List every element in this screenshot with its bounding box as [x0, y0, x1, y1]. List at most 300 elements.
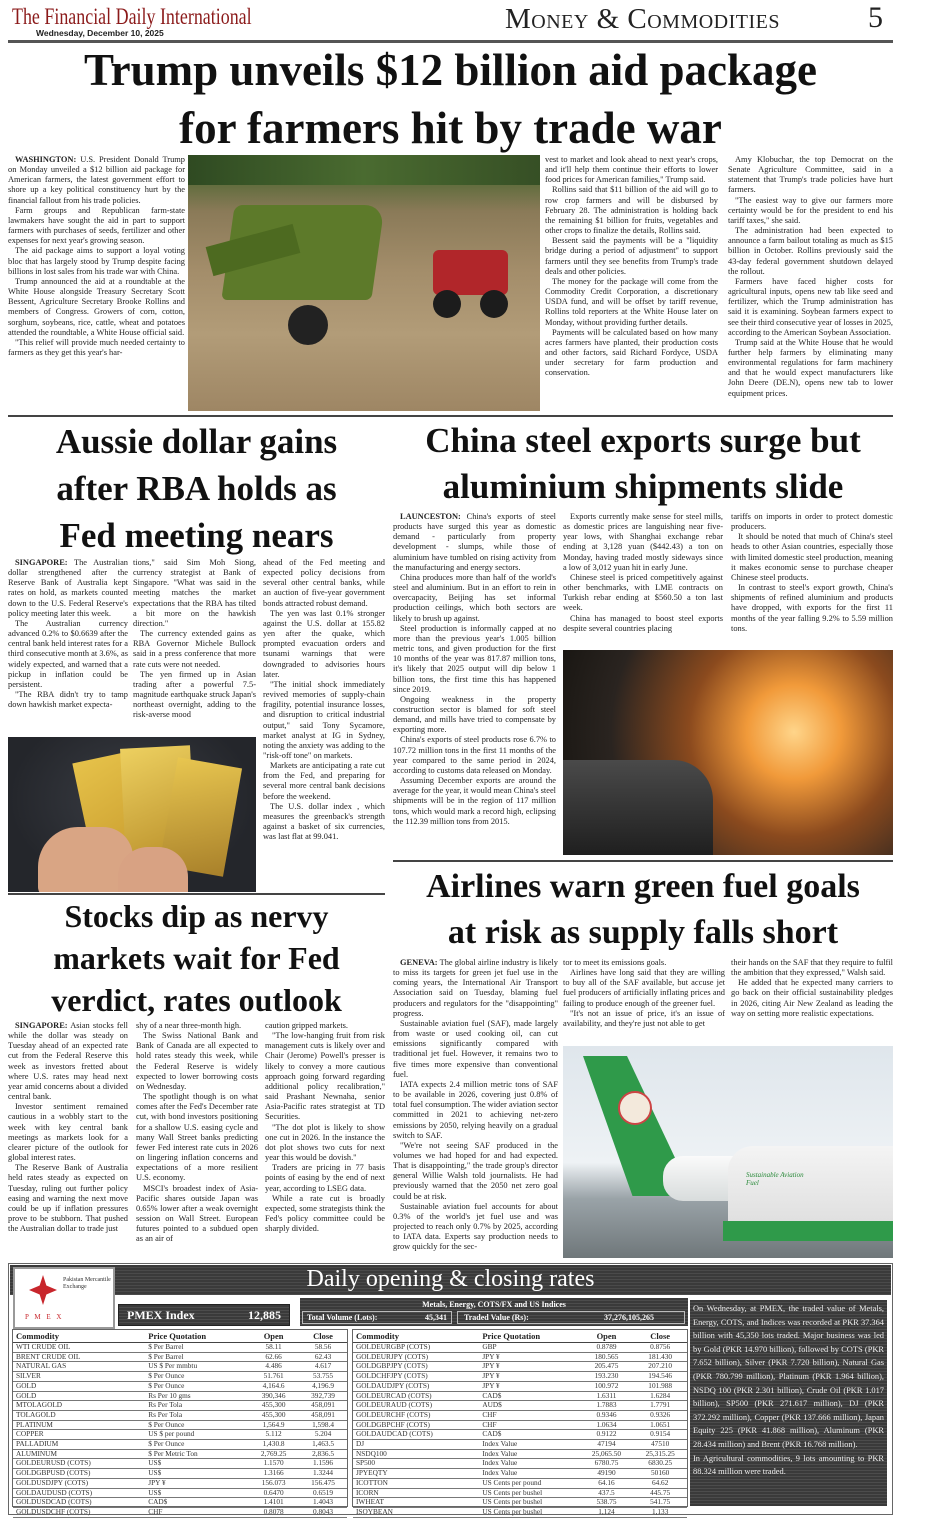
paragraph: Amy Klobuchar, the top Democrat on the Senate Agriculture Committee, said in a statement that Trump's trade policies have hurt farmers. — [728, 155, 893, 195]
close-cell: 62.43 — [299, 1352, 347, 1362]
close-cell: 47510 — [633, 1440, 687, 1450]
steel-grinding-sparks-photo — [563, 650, 893, 855]
rates-table-left — [12, 1329, 348, 1516]
paragraph: tor to meet its emissions goals. — [563, 958, 667, 967]
logo-abbr: P M E X — [25, 1313, 64, 1321]
article-column — [393, 512, 556, 857]
open-cell: 6780.75 — [580, 1459, 634, 1469]
table-row — [13, 1381, 347, 1391]
close-cell: 207.210 — [633, 1362, 687, 1372]
quotation-cell: CHF — [479, 1420, 579, 1430]
commodity-cell: GOLDEURGBP (COTS) — [353, 1343, 479, 1353]
table-row — [13, 1440, 347, 1450]
paragraph: Bessent said the payments will be a "liquidity bridge during a period of adjustment" to support farmers until they see benefits from Trump's trade deals and other policies. — [545, 236, 718, 276]
quotation-cell: Index Value — [479, 1440, 579, 1450]
close-cell: 1,463.5 — [299, 1440, 347, 1450]
open-cell: 437.5 — [580, 1488, 634, 1498]
grinder-machine — [563, 760, 713, 855]
commodity-cell: ICOTTON — [353, 1478, 479, 1488]
paragraph: The yen was last 0.1% stronger against the U.S. dollar at 155.82 yen after the quake, which prompted evacuation orders and tsunami warnings that were downgraded to advisories hours later. — [263, 608, 385, 679]
metals-summary-box — [300, 1298, 688, 1326]
table-row — [353, 1498, 687, 1508]
open-cell: 205.475 — [580, 1362, 634, 1372]
open-cell: 193.230 — [580, 1372, 634, 1382]
commodity-cell: NSDQ100 — [353, 1449, 479, 1459]
commodity-cell: PALLADIUM — [13, 1440, 145, 1450]
headline-line: for farmers hit by trade war — [179, 102, 722, 153]
table-row — [353, 1449, 687, 1459]
paragraph: The yen firmed up in Asian trading after a powerful 7.5-magnitude earthquake struck Japan's northeast overnight, adding to the risk-averse mood — [133, 669, 256, 720]
close-cell: 0.8756 — [633, 1343, 687, 1353]
paragraph: China's exports of steel products rose 6.7% to 107.72 million tons in the first 11 months of the year compared to the same period in 2024, according to customs data released on Monday. — [393, 735, 556, 775]
traded-label: Traded Value (Rs): — [464, 1313, 529, 1322]
open-cell: 100.972 — [580, 1381, 634, 1391]
quotation-cell: Rs Per Tola — [145, 1401, 248, 1411]
paragraph: Assuming December exports are around the average for the year, it would mean China's steel shipments will be in the region of 117 million tons, which would mark a record high, eclipsing the 112.39 million tons from 2015. — [393, 776, 556, 826]
paragraph: "It's not an issue of price, it's an issue of availability, and they're just not able to get — [563, 1008, 725, 1028]
table-row — [13, 1507, 347, 1517]
quotation-cell: $ Per Ounce — [145, 1372, 248, 1382]
open-cell: 455,300 — [248, 1410, 299, 1420]
close-cell: 1,598.4 — [299, 1420, 347, 1430]
quotation-cell: CAD$ — [479, 1391, 579, 1401]
open-cell: 180.565 — [580, 1352, 634, 1362]
quotation-cell: US$ — [145, 1469, 248, 1479]
close-cell: 53.755 — [299, 1372, 347, 1382]
close-cell: 0.9154 — [633, 1430, 687, 1440]
paragraph: Trump said at the White House that he would further help farmers by eliminating many environmental regulations for farm machinery and that he would expect manufacturers like John Deere (DE.N), opens new tab to lower equipment prices. — [728, 337, 893, 398]
col-header: Commodity — [13, 1330, 145, 1343]
paragraph: "We're not seeing SAF produced in the volumes we had hoped for and had expected. That is disappointing," the trade group's director general Willie Walsh told journalists. He had previously warned that the 2050 net zero goal could be at risk. — [393, 1140, 558, 1201]
commodity-cell: GOLDCHFJPY (COTS) — [353, 1372, 479, 1382]
headline-aussie — [8, 418, 385, 559]
paragraph: Ongoing weakness in the property construction sector is blamed for soft steel demand, and mills have tried to compensate by exporting more. — [393, 694, 556, 735]
headline-line: Aussie dollar gains — [55, 422, 338, 461]
quotation-cell: Rs Per Tola — [145, 1410, 248, 1420]
article-column — [563, 512, 723, 650]
paragraph: The money for the package will come from the Commodity Credit Corporation, a discretionary USDA fund, and will be offset by tariff revenue, Rollins told reporters at the White House later on Monday, without providing further details. — [545, 276, 718, 327]
quotation-cell: $ Per Metric Ton — [145, 1449, 248, 1459]
commodity-table — [13, 1330, 347, 1518]
close-cell: 5.204 — [299, 1430, 347, 1440]
commodity-cell: GOLD — [13, 1381, 145, 1391]
col-header: Close — [299, 1330, 347, 1343]
quotation-cell: CAD$ — [479, 1430, 579, 1440]
table-row — [353, 1381, 687, 1391]
quotation-cell: Index Value — [479, 1469, 579, 1479]
close-cell: 1.4043 — [299, 1498, 347, 1508]
commodity-cell: ICORN — [353, 1488, 479, 1498]
quotation-cell: Index Value — [479, 1459, 579, 1469]
close-cell: 0.6519 — [299, 1488, 347, 1498]
dateline: GENEVA: — [400, 958, 438, 967]
close-cell: 4,196.9 — [299, 1381, 347, 1391]
paragraph: Rollins said that $11 billion of the aid will go to row crop farmers and will be disbursed by February 28. The administration is holding back the remaining $1 billion for fruits, vegetables and other crops to finalize the details, Rollins said. — [545, 185, 718, 236]
paragraph: Sustainable aviation fuel accounts for about 0.3% of the world's jet fuel use and was projected to reach only 0.7% by 2025, according to IATA data. Experts say production needs to grow quickly for the sec- — [393, 1201, 558, 1252]
red-tractor — [433, 250, 508, 295]
paragraph: In contrast to steel's export growth, China's shipments of refined aluminium and products have dropped, with exports for the first 11 months of the year falling 9.2% to 5.59 million tons. — [731, 583, 893, 633]
paragraph: Steel production is informally capped at no more than the previous year's 1.005 billion metric tons, and given production for the first 10 months of the year was 817.87 million tons, it's likely that 2025 output will dip below 1 billion tons, the first time this has happened since 2019. — [393, 623, 556, 694]
paragraph: Traders are pricing in 77 basis points of easing by the end of next year, according to LSEG data. — [265, 1163, 385, 1193]
open-cell: 0.8789 — [580, 1343, 634, 1353]
open-cell: 64.16 — [580, 1478, 634, 1488]
close-cell: 0.8043 — [299, 1507, 347, 1517]
headline-line: at risk as supply falls short — [447, 914, 839, 951]
paragraph: ahead of the Fed meeting and expected policy decisions from several other central banks, while an auction of five-year government bonds attracted robust demand. — [263, 558, 385, 608]
article-column — [263, 558, 385, 893]
paragraph: SINGAPORE: The Australian dollar strengthened after the Reserve Bank of Australia kept rates on hold, as markets counted down to the U.S. Federal Reserve's policy meeting later this week. — [8, 558, 128, 618]
col-header: Close — [633, 1330, 687, 1343]
paragraph: GENEVA: The global airline industry is likely to miss its targets for green jet fuel use in the coming years, the International Air Transport Association said on Tuesday, blaming fuel producers and regulators for the "disappointing" progress. — [393, 958, 558, 1018]
col-header: Open — [248, 1330, 299, 1343]
headline-stocks — [8, 895, 385, 1021]
headline-line: Airlines warn green fuel goals — [426, 868, 860, 905]
paragraph: The Reserve Bank of Australia held rates steady as expected on Tuesday, ruling out further policy easing and warning the next move could be up if inflation pressures prove to be stubborn. That pushed the Australian dollar to trade just — [8, 1163, 128, 1234]
commodity-cell: GOLDEURAUD (COTS) — [353, 1401, 479, 1411]
commodity-cell: DJ — [353, 1440, 479, 1450]
table-row — [13, 1372, 347, 1382]
wheel — [480, 290, 508, 318]
col-header: Open — [580, 1330, 634, 1343]
metals-title: Metals, Energy, COTS/FX and US Indices — [422, 1300, 566, 1309]
headline-line: Fed meeting nears — [59, 516, 334, 555]
close-cell: 458,091 — [299, 1401, 347, 1411]
open-cell: 538.75 — [580, 1498, 634, 1508]
star-emblem-icon — [29, 1275, 57, 1305]
dateline: SINGAPORE: — [15, 1021, 68, 1030]
open-cell: 62.66 — [248, 1352, 299, 1362]
open-cell: 0.8078 — [248, 1507, 299, 1517]
paragraph: The U.S. dollar index , which measures the greenback's strength against a basket of six currencies, was last flat at 99.041. — [263, 801, 385, 842]
open-cell: 4.486 — [248, 1362, 299, 1372]
open-cell: 4,164.6 — [248, 1381, 299, 1391]
truck-label: Sustainable Aviation Fuel — [746, 1171, 804, 1187]
col-header: Commodity — [353, 1330, 479, 1343]
headline-line: Stocks dip as nervy — [64, 898, 329, 934]
truck-chassis — [723, 1221, 893, 1241]
article-column — [393, 958, 558, 1260]
paragraph: "The dot plot is likely to show one cut in 2026. In the instance the dot plot shows two cuts for next year this would be dovish." — [265, 1122, 385, 1163]
open-cell: 0.6470 — [248, 1488, 299, 1498]
close-cell: 194.546 — [633, 1372, 687, 1382]
commodity-cell: GOLDGBPCHF (COTS) — [353, 1420, 479, 1430]
table-row — [353, 1372, 687, 1382]
rates-title: Daily opening & closing rates — [306, 1266, 595, 1292]
table-row — [353, 1440, 687, 1450]
close-cell: 1.1596 — [299, 1459, 347, 1469]
pmex-index-box — [118, 1304, 290, 1326]
paragraph: China has managed to boost steel exports despite several countries placing — [563, 613, 723, 633]
table-row — [13, 1469, 347, 1479]
open-cell: 1.0634 — [580, 1420, 634, 1430]
commodity-cell: SP500 — [353, 1459, 479, 1469]
pmex-logo — [13, 1267, 115, 1329]
paragraph: It should be noted that much of China's steel heads to other Asian countries, especially those with limited domestic steel production, meaning it makes economic sense to purchase cheaper Chinese steel products. — [731, 532, 893, 582]
paragraph: "The low-hanging fruit from risk management cuts is likely over and Chair (Jerome) Powell's presser is likely to convey a more cautious approach going forward regarding additional policy recalibration," said Prashant Newnaha, senior Asia-Pacific rates strategist at TD Securities. — [265, 1031, 385, 1122]
close-cell: 458,091 — [299, 1410, 347, 1420]
market-summary-note — [690, 1300, 887, 1506]
open-cell: 156.073 — [248, 1478, 299, 1488]
paragraph: The Australian currency advanced 0.2% to $0.6639 after the central bank held interest rates for a third consecutive month at 3.6%, as widely expected, and warned that a pickup in inflation could be persistent. — [8, 618, 128, 689]
open-cell: 0.9346 — [580, 1410, 634, 1420]
headline-line: Trump unveils $12 billion aid package — [83, 45, 818, 95]
table-row — [13, 1401, 347, 1411]
close-cell: 50160 — [633, 1469, 687, 1479]
paragraph: "This relief will provide much needed certainty to farmers as they get this year's har- — [8, 337, 185, 357]
open-cell: 49190 — [580, 1469, 634, 1479]
close-cell: 64.62 — [633, 1478, 687, 1488]
article-column — [8, 1021, 128, 1261]
logo-text: Pakistan Mercantile Exchange — [63, 1277, 111, 1290]
commodity-cell: GOLDEURCAD (COTS) — [353, 1391, 479, 1401]
close-cell: 0.9326 — [633, 1410, 687, 1420]
headline-line: after RBA holds as — [56, 469, 337, 508]
commodity-cell: GOLDGBPUSD (COTS) — [13, 1469, 145, 1479]
quotation-cell: CAD$ — [145, 1498, 248, 1508]
paragraph: Sustainable aviation fuel (SAF), made largely from waste or used cooking oil, can cut emissions significantly compared with traditional jet fuel. However, it remains two to five times more expensive than conventional fuel. — [393, 1018, 558, 1079]
commodity-cell: ISOYBEAN — [353, 1507, 479, 1517]
commodity-cell: GOLDEURJPY (COTS) — [353, 1352, 479, 1362]
paragraph: While a rate cut is broadly expected, some strategists think the Fed's policy committee could be sharply divided. — [265, 1193, 385, 1234]
table-row — [353, 1478, 687, 1488]
quotation-cell: US Cents per bushel — [479, 1507, 579, 1517]
volume-value: 45,341 — [425, 1313, 447, 1322]
dateline: LAUNCESTON: — [400, 512, 461, 521]
issue-date: Wednesday, December 10, 2025 — [36, 28, 164, 38]
commodity-cell: GOLDAUDJPY (COTS) — [353, 1381, 479, 1391]
wheel — [433, 290, 461, 318]
headline-line: China steel exports surge but — [425, 421, 861, 460]
commodity-cell: BRENT CRUDE OIL — [13, 1352, 145, 1362]
divider — [393, 860, 893, 862]
open-cell: 1.6311 — [580, 1391, 634, 1401]
commodity-cell: GOLDUSDCAD (COTS) — [13, 1498, 145, 1508]
page-number: 5 — [868, 1, 883, 34]
farm-harvest-photo — [188, 155, 540, 411]
quotation-cell: Rs Per 10 gms — [145, 1391, 248, 1401]
commodity-cell: GOLDEURUSD (COTS) — [13, 1459, 145, 1469]
commodity-cell: GOLDUSDJPY (COTS) — [13, 1478, 145, 1488]
paragraph: "The RBA didn't try to tamp down hawkish market expecta- — [8, 690, 128, 710]
paragraph: WASHINGTON: U.S. President Donald Trump on Monday unveiled a $12 billion aid package for American farmers, the latest government effort to shore up a key political constituency hurt by the financial fallout from his trade policies. — [8, 155, 185, 205]
paragraph: Payments will be calculated based on how many acres farmers have planted, their production costs and other factors, said Richard Fordyce, USDA under secretary for farm production and conservation. — [545, 327, 718, 378]
quotation-cell: JPY ¥ — [479, 1372, 579, 1382]
paragraph: Exports currently make sense for steel mills, as domestic prices are languishing near five-year lows, with Shanghai exchange rebar ending at 3,128 yuan ($442.43) a ton on Monday, having traded mostly sideways since a low of 3,012 yuan hit in early June. — [563, 512, 723, 572]
paragraph: SINGAPORE: Asian stocks fell while the dollar was steady on Tuesday ahead of an expected rate cut from the Federal Reserve this week as investors fretted about where U.S. rates may head next year amid concerns about a divided central bank. — [8, 1021, 128, 1102]
paragraph: China produces more than half of the world's steel and aluminium. But in an effort to rein in overcapacity, Beijing has set informal production ceilings, which both sectors are likely to brush up against. — [393, 572, 556, 623]
quotation-cell: AUD$ — [479, 1401, 579, 1411]
rates-table-right — [352, 1329, 688, 1516]
close-cell: 1.0651 — [633, 1420, 687, 1430]
commodity-cell: GOLD — [13, 1391, 145, 1401]
close-cell: 25,315.25 — [633, 1449, 687, 1459]
pmex-index-label: PMEX Index — [127, 1308, 195, 1322]
quotation-cell: Index Value — [479, 1449, 579, 1459]
quotation-cell: GBP — [479, 1343, 579, 1353]
close-cell: 2,836.5 — [299, 1449, 347, 1459]
article-column — [8, 558, 128, 736]
col-header: Price Quotation — [479, 1330, 579, 1343]
paragraph: The Swiss National Bank and Bank of Canada are all expected to hold rates steady this week, while the Federal Reserve is widely expected to lower borrowing costs on Wednesday. — [136, 1031, 258, 1091]
close-cell: 392,739 — [299, 1391, 347, 1401]
commodity-cell: ALUMINUM — [13, 1449, 145, 1459]
open-cell: 1.3166 — [248, 1469, 299, 1479]
wheel — [288, 305, 328, 345]
quotation-cell: $ Per Barrel — [145, 1352, 248, 1362]
table-row — [13, 1343, 347, 1353]
paragraph: vest to market and look ahead to next year's crops, and it'll help them continue their efforts to lower food prices for American families," Trump said. — [545, 155, 718, 185]
open-cell: 5.112 — [248, 1430, 299, 1440]
quotation-cell: $ Per Ounce — [145, 1381, 248, 1391]
section-title: Money & Commodities — [505, 3, 781, 35]
quotation-cell: JPY ¥ — [479, 1352, 579, 1362]
paragraph: tariffs on imports in order to protect domestic producers. — [731, 512, 893, 532]
headline-airlines — [393, 864, 893, 956]
paragraph: The aid package aims to support a loyal voting bloc that has largely stood by Trump despite facing billions in lost sales from his trade war with China. — [8, 246, 185, 276]
paragraph: The spotlight though is on what comes after the Fed's December rate cut, with bond investors positioning for a shallow U.S. easing cycle and many Wall Street banks predicting fewer Fed interest rate cuts in 2026 on lingering inflation concerns and expectations of a more resilient U.S. economy. — [136, 1092, 258, 1183]
commodity-cell: MTOLAGOLD — [13, 1401, 145, 1411]
close-cell: 1.6284 — [633, 1391, 687, 1401]
close-cell: 181.430 — [633, 1352, 687, 1362]
volume-label: Total Volume (Lots): — [307, 1313, 378, 1322]
headline-steel — [393, 418, 893, 510]
article-column — [563, 958, 725, 1046]
paragraph: "The easiest way to give our farmers more certainty would be for the president to end his tariff taxes," she said. — [728, 195, 893, 225]
open-cell: 0.9122 — [580, 1430, 634, 1440]
paragraph: Farm groups and Republican farm-state lawmakers have sought the aid in part to support farmers with purchases of seeds, fertilizer and other expenses for next year's growing season. — [8, 205, 185, 246]
quotation-cell: US Cents per bushel — [479, 1498, 579, 1508]
quotation-cell: $ Per Ounce — [145, 1420, 248, 1430]
quotation-cell: US$ — [145, 1459, 248, 1469]
paragraph: Trump announced the aid at a roundtable at the White House alongside Treasury Secretary Scott Bessent, Agriculture Secretary Brooke Rollins and members of Congress. Growers of corn, cotton, sorghum, soybeans, rice, cattle, wheat and potatoes attended the roundtable, a White House official said. — [8, 276, 185, 337]
close-cell: 101.988 — [633, 1381, 687, 1391]
open-cell: 2,769.25 — [248, 1449, 299, 1459]
commodity-cell: SILVER — [13, 1372, 145, 1382]
quotation-cell: JPY ¥ — [145, 1478, 248, 1488]
commodity-cell: GOLDUSDCHF (COTS) — [13, 1507, 145, 1517]
paragraph: He added that he expected many carriers to go back on their official sustainability pledges in 2026, citing Air New Zealand as leading the way on setting more realistic expectations. — [731, 978, 893, 1018]
pmex-index-value: 12,885 — [248, 1308, 281, 1322]
volume-box — [302, 1311, 452, 1324]
paragraph: Markets are anticipating a rate cut from the Fed, and preparing for several more central bank decisions before the weekend. — [263, 761, 385, 801]
quotation-cell: US $ Per mmbtu — [145, 1362, 248, 1372]
paragraph: tions," said Sim Moh Siong, currency strategist at Bank of Singapore. "What was said in the meeting matches the market expectations that the RBA has tilted a bit more on the hawkish direction." — [133, 558, 256, 628]
close-cell: 58.56 — [299, 1343, 347, 1353]
paragraph: shy of a near three-month high. — [136, 1021, 242, 1030]
article-column — [265, 1021, 385, 1261]
airplane-refuel-photo — [563, 1046, 893, 1258]
close-cell: 541.75 — [633, 1498, 687, 1508]
open-cell: 390,346 — [248, 1391, 299, 1401]
quotation-cell: US$ — [145, 1488, 248, 1498]
traded-value-box — [457, 1311, 685, 1324]
commodity-cell: GOLDAUDUSD (COTS) — [13, 1488, 145, 1498]
commodity-table — [353, 1330, 687, 1518]
paragraph: Investor sentiment remained cautious in a wobbly start to the week with key central bank meetings as markets look for a clearer picture of the outlook for global interest rates. — [8, 1102, 128, 1163]
dateline: WASHINGTON: — [15, 155, 77, 164]
article-column — [133, 558, 256, 736]
open-cell: 1.7883 — [580, 1401, 634, 1411]
table-row — [13, 1410, 347, 1420]
paragraph: LAUNCESTON: China's exports of steel products have surged this year as domestic demand - particularly from property development - slumps, while those of aluminium have tumbled on rising activity from the manufacturing and energy sectors. — [393, 512, 556, 572]
open-cell: 1,124 — [580, 1507, 634, 1517]
open-cell: 1,430.8 — [248, 1440, 299, 1450]
quotation-cell: US Cents per bushel — [479, 1488, 579, 1498]
table-row — [353, 1343, 687, 1353]
open-cell: 58.11 — [248, 1343, 299, 1353]
note-paragraph: On Wednesday, at PMEX, the traded value of Metals, Energy, COTS, and Indices was recorded at PKR 37.364 billion with 45,350 lots traded. Major business was led by Gold (PKR 14.970 billion), followed by COTS (PKR 7.652 billion), Silver (PKR 7.720 billion), Natural Gas (PKR 780.799 million), Platinum (PKR 1.964 billion), NSDQ 100 (PKR 2.301 billion), Crude Oil (PKR 1.017 billion), SP500 (PKR 271.617 million), DJ (PKR 372.292 million), Copper (PKR 137.666 million), Japan Equity 225 (PKR 41.868 million), Aluminum (PKR 28.434 million) and Brent (PKR 16.768 million). — [693, 1304, 884, 1449]
tree-line — [188, 155, 540, 185]
headline-line: verdict, rates outlook — [51, 982, 342, 1018]
commodity-cell: TOLAGOLD — [13, 1410, 145, 1420]
table-row — [353, 1401, 687, 1411]
quotation-cell: CHF — [479, 1410, 579, 1420]
paragraph: The administration had been expected to announce a farm bailout totaling as much as $15 billion in October. Rollins previously said the 43-day federal government shutdown delayed the rollout. — [728, 226, 893, 276]
col-header: Price Quotation — [145, 1330, 248, 1343]
paragraph: their hands on the SAF that they require to fulfil the ambition that they expressed," Walsh said. — [731, 958, 893, 978]
close-cell: 6830.25 — [633, 1459, 687, 1469]
rates-header-band — [10, 1265, 891, 1295]
close-cell: 445.75 — [633, 1488, 687, 1498]
paragraph: caution gripped markets. — [265, 1021, 349, 1030]
article-column — [731, 512, 893, 650]
close-cell: 1,133 — [633, 1507, 687, 1517]
table-row — [13, 1498, 347, 1508]
commodity-cell: COPPER — [13, 1430, 145, 1440]
article-column — [136, 1021, 258, 1261]
article-column — [731, 958, 893, 1046]
commodity-cell: GOLDEURCHF (COTS) — [353, 1410, 479, 1420]
hand — [118, 847, 188, 892]
table-row — [353, 1459, 687, 1469]
open-cell: 1.4101 — [248, 1498, 299, 1508]
table-row — [353, 1430, 687, 1440]
commodity-cell: PLATINUM — [13, 1420, 145, 1430]
dateline: SINGAPORE: — [15, 558, 68, 567]
headline-line: markets wait for Fed — [53, 940, 340, 976]
open-cell: 1,564.9 — [248, 1420, 299, 1430]
quotation-cell: JPY ¥ — [479, 1362, 579, 1372]
quotation-cell: CHF — [145, 1507, 248, 1517]
close-cell: 1.3244 — [299, 1469, 347, 1479]
paragraph: Chinese steel is priced competitively against other benchmarks, with LME contracts on Turkish rebar ending at $560.50 a ton last week. — [563, 572, 723, 613]
paragraph: "The initial shock immediately revived memories of supply-chain fragility, potential insurance losses, and disruption to critical industrial output," said Tony Sycamore, market analyst at IG in Sydney, noting the anxiety was adding to the "risk-off tone" on markets. — [263, 679, 385, 760]
commodity-cell: WTI CRUDE OIL — [13, 1343, 145, 1353]
close-cell: 4.617 — [299, 1362, 347, 1372]
article-column — [545, 155, 718, 413]
table-row — [13, 1478, 347, 1488]
paragraph: Airlines have long said that they are willing to buy all of the SAF available, but accuse jet fuel producers of artificially inflating prices and failing to produce enough of the greener fuel. — [563, 968, 725, 1008]
australian-dollar-photo — [8, 737, 256, 892]
quotation-cell: US Cents per pound — [479, 1478, 579, 1488]
paragraph: The currency extended gains as RBA Governor Michele Bullock said in a press conference that more rate cuts were not needed. — [133, 629, 256, 669]
close-cell: 1.7791 — [633, 1401, 687, 1411]
quotation-cell: $ Per Barrel — [145, 1343, 248, 1353]
open-cell: 25,065.50 — [580, 1449, 634, 1459]
commodity-cell: NATURAL GAS — [13, 1362, 145, 1372]
quotation-cell: JPY ¥ — [479, 1381, 579, 1391]
airline-logo — [618, 1091, 652, 1125]
open-cell: 51.761 — [248, 1372, 299, 1382]
table-row — [353, 1469, 687, 1479]
table-row — [353, 1410, 687, 1420]
commodity-cell: GOLDAUDCAD (COTS) — [353, 1430, 479, 1440]
open-cell: 455,300 — [248, 1401, 299, 1411]
close-cell: 156.475 — [299, 1478, 347, 1488]
newspaper-name: The Financial Daily International — [12, 4, 252, 29]
quotation-cell: $ Per Ounce — [145, 1440, 248, 1450]
quotation-cell: US $ per pound — [145, 1430, 248, 1440]
